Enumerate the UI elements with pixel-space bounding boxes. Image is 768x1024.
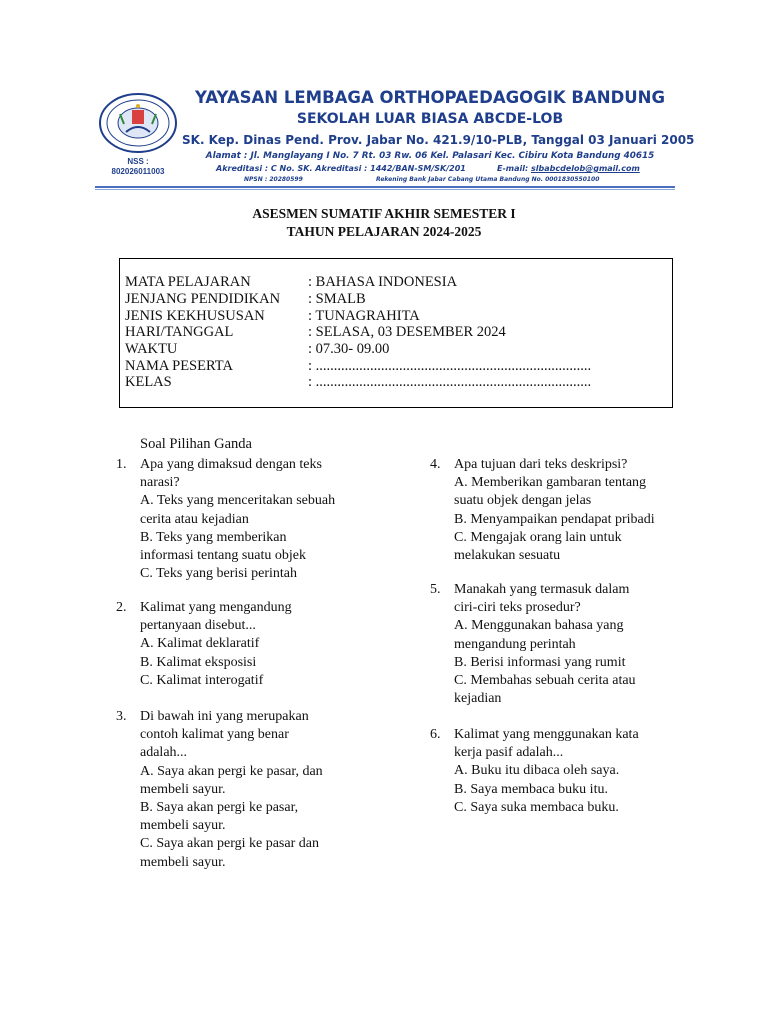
accreditation-line: Akreditasi : C No. SK. Akreditasi : 1442/BAN-SM/SK/201	[216, 164, 466, 173]
question-2	[116, 599, 292, 690]
answer-option-cont: membeli sayur.	[140, 781, 226, 797]
answer-option[interactable]: B. Teks yang memberikan	[140, 529, 287, 545]
answer-option-cont: cerita atau kejadian	[140, 511, 249, 527]
identity-label: JENIS KEKHUSUSAN	[125, 308, 265, 324]
answer-option[interactable]: B. Menyampaikan pendapat pribadi	[454, 511, 655, 527]
question-number: 1.	[116, 457, 127, 472]
exam-title: ASESMEN SUMATIF AKHIR SEMESTER I	[252, 206, 516, 221]
answer-option-cont: membeli sayur.	[140, 818, 226, 834]
answer-option[interactable]: A. Menggunakan bahasa yang	[454, 618, 624, 634]
question-text: Manakah yang termasuk dalam	[454, 582, 630, 597]
answer-option-cont: membeli sayur.	[140, 854, 226, 870]
question-text: contoh kalimat yang benar	[140, 727, 289, 743]
question-number: 6.	[430, 727, 441, 742]
email-address[interactable]: slbabcdelob@gmail.com	[531, 164, 640, 173]
letterhead-divider-thin	[95, 189, 675, 190]
question-6	[430, 726, 639, 817]
question-number: 2.	[116, 600, 127, 615]
decree-line: SK. Kep. Dinas Pend. Prov. Jabar No. 421.9/10-PLB, Tanggal 03 Januari 2005	[182, 133, 695, 147]
email-label: E-mail:	[497, 164, 529, 173]
answer-option[interactable]: A. Memberikan gambaran tentang	[454, 475, 647, 491]
question-5	[430, 581, 636, 708]
identity-value: : SMALB	[308, 291, 366, 307]
answer-option[interactable]: C. Saya suka membaca buku.	[454, 799, 619, 815]
question-text: adalah...	[140, 745, 188, 761]
identity-label: WAKTU	[125, 341, 178, 357]
nss-value: 802026011003	[111, 167, 165, 176]
class-field[interactable]: : ............................................................................	[308, 374, 592, 390]
answer-option[interactable]: C. Mengajak orang lain untuk	[454, 529, 622, 545]
answer-option-cont: informasi tentang suatu objek	[140, 548, 307, 564]
question-3	[116, 708, 323, 872]
question-number: 4.	[430, 457, 441, 472]
answer-option[interactable]: C. Teks yang berisi perintah	[140, 566, 298, 582]
school-name: SEKOLAH LUAR BIASA ABCDE-LOB	[296, 111, 564, 127]
question-text: Kalimat yang mengandung	[140, 600, 292, 615]
address-line: Alamat : Jl. Manglayang I No. 7 Rt. 03 Rw. 06 Kel. Palasari Kec. Cibiru Kota Bandung 40615	[205, 151, 655, 161]
exam-year: TAHUN PELAJARAN 2024-2025	[286, 224, 482, 239]
answer-option[interactable]: C. Membahas sebuah cerita atau	[454, 673, 636, 689]
identity-label: KELAS	[125, 374, 172, 390]
identity-value: : SELASA, 03 DESEMBER 2024	[308, 324, 506, 340]
question-text: kerja pasif adalah...	[454, 745, 564, 761]
answer-option[interactable]: A. Kalimat deklaratif	[140, 636, 260, 652]
identity-label: MATA PELAJARAN	[125, 274, 251, 290]
foundation-name: YAYASAN LEMBAGA ORTHOPAEDAGOGIK BANDUNG	[194, 88, 666, 107]
email-line	[497, 164, 640, 173]
answer-option[interactable]: A. Teks yang menceritakan sebuah	[140, 493, 336, 509]
identity-value: : TUNAGRAHITA	[308, 308, 420, 324]
nss-label: NSS :	[127, 157, 149, 166]
participant-name-field[interactable]: : ............................................................................	[308, 358, 592, 374]
answer-option-cont: melakukan sesuatu	[454, 548, 561, 564]
question-4	[430, 456, 655, 565]
answer-option-cont: suatu objek dengan jelas	[454, 493, 592, 509]
question-number: 5.	[430, 582, 441, 597]
npsn-line: NPSN : 20280599	[244, 176, 303, 183]
nss-number	[98, 157, 178, 177]
answer-option[interactable]: B. Saya akan pergi ke pasar,	[140, 800, 299, 816]
identity-label: HARI/TANGGAL	[125, 324, 234, 340]
question-text: pertanyaan disebut...	[140, 618, 256, 634]
answer-option[interactable]: B. Berisi informasi yang rumit	[454, 654, 626, 670]
section-title: Soal Pilihan Ganda	[140, 436, 252, 452]
answer-option[interactable]: B. Kalimat eksposisi	[140, 654, 257, 670]
school-logo-emblem	[98, 92, 178, 154]
question-text: narasi?	[140, 475, 180, 491]
answer-option-cont: mengandung perintah	[454, 636, 576, 652]
question-text: Apa tujuan dari teks deskripsi?	[454, 457, 628, 472]
question-text: Kalimat yang menggunakan kata	[454, 727, 639, 742]
bank-account-line: Rekening Bank Jabar Cabang Utama Bandung No. 0001830550100	[376, 176, 600, 183]
question-number: 3.	[116, 709, 127, 724]
answer-option[interactable]: C. Saya akan pergi ke pasar dan	[140, 836, 319, 852]
question-text: ciri-ciri teks prosedur?	[454, 600, 581, 616]
question-1	[116, 456, 336, 583]
identity-label: JENJANG PENDIDIKAN	[125, 291, 281, 307]
letterhead-divider	[95, 186, 675, 188]
answer-option[interactable]: B. Saya membaca buku itu.	[454, 781, 608, 797]
question-text: Di bawah ini yang merupakan	[140, 709, 309, 724]
answer-option[interactable]: C. Kalimat interogatif	[140, 672, 264, 688]
question-text: Apa yang dimaksud dengan teks	[140, 457, 322, 472]
identity-value: : 07.30- 09.00	[308, 341, 390, 357]
answer-option[interactable]: A. Saya akan pergi ke pasar, dan	[140, 763, 323, 779]
answer-option-cont: kejadian	[454, 691, 502, 707]
identity-value: : BAHASA INDONESIA	[308, 274, 458, 290]
identity-label: NAMA PESERTA	[125, 358, 233, 374]
answer-option[interactable]: A. Buku itu dibaca oleh saya.	[454, 763, 620, 779]
